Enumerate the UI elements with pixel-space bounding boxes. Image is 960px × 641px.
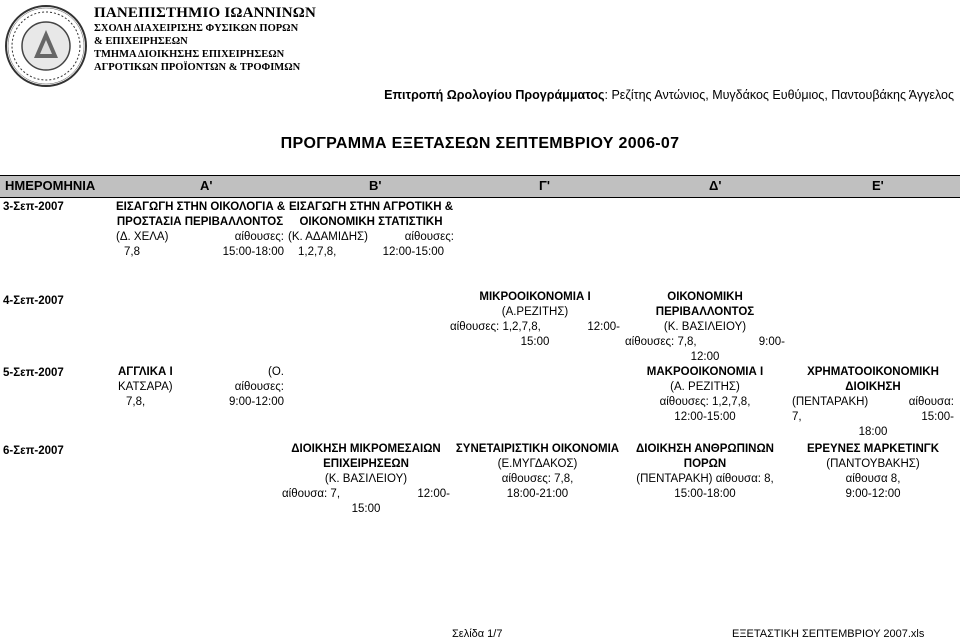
course-title: ΣΥΝΕΤΑΙΡΙΣΤΙΚΗ ΟΙΚΟΝΟΜΙΑ bbox=[455, 443, 620, 455]
time: 9:00-12:00 bbox=[229, 396, 284, 408]
rooms: αίθουσα 8, bbox=[845, 473, 901, 485]
school-line-2: & ΕΠΙΧΕΙΡΗΣΕΩΝ bbox=[94, 36, 188, 47]
time-start: 9:00- bbox=[758, 336, 785, 348]
rooms-label: αίθουσες: bbox=[234, 381, 284, 393]
rooms-label: αίθουσες: bbox=[234, 231, 284, 243]
column-header-b: Β' bbox=[369, 178, 382, 193]
course-title: ΔΙΟΙΚΗΣΗ ΜΙΚΡΟΜΕΣΑΙΩΝ bbox=[291, 443, 441, 455]
committee-members: : Ρεζίτης Αντώνιος, Μυγδάκος Ευθύμιος, Παντουβάκης Άγγελος bbox=[604, 88, 954, 102]
exam-d5-d bbox=[625, 365, 785, 425]
course-title: ΟΙΚΟΝΟΜΙΚΗ ΣΤΑΤΙΣΤΙΚΗ bbox=[299, 216, 443, 228]
rooms: 7,8 bbox=[124, 246, 140, 258]
rooms: 1,2,7,8, bbox=[298, 246, 337, 258]
committee-label: Επιτροπή Ωρολογίου Προγράμματος bbox=[384, 88, 605, 102]
time: 15:00-18:00 bbox=[222, 246, 284, 258]
column-header-e: Ε' bbox=[872, 178, 884, 193]
university-heading bbox=[94, 5, 316, 74]
course-title: ΠΟΡΩΝ bbox=[683, 458, 727, 470]
exam-d5-a bbox=[118, 365, 284, 410]
time: 9:00-12:00 bbox=[845, 488, 901, 500]
university-seal-icon bbox=[4, 4, 88, 88]
date-5-sep: 5-Σεπ-2007 bbox=[3, 367, 64, 379]
header-bottom-rule bbox=[0, 197, 960, 198]
time: 12:00-15:00 bbox=[382, 246, 444, 258]
course-title: ΔΙΟΙΚΗΣΗ bbox=[845, 381, 901, 393]
page-number: Σελίδα 1/7 bbox=[452, 628, 503, 640]
rooms-label: αίθουσα: bbox=[908, 396, 954, 408]
department-line-2: ΑΓΡΟΤΙΚΩΝ ΠΡΟΪΟΝΤΩΝ & ΤΡΟΦΙΜΩΝ bbox=[94, 62, 301, 73]
course-title: ΠΡΟΣΤΑΣΙΑ ΠΕΡΙΒΑΛΛΟΝΤΟΣ bbox=[116, 216, 284, 228]
instructor: (Κ. ΑΔΑΜΙΔΗΣ) bbox=[288, 231, 368, 243]
rooms-label: αίθουσες: bbox=[404, 231, 454, 243]
rooms: 7,8, bbox=[126, 396, 146, 408]
exam-d3-a bbox=[116, 200, 284, 260]
course-title: ΜΙΚΡΟΟΙΚΟΝΟΜΙΑ Ι bbox=[479, 291, 591, 303]
instructor: (Ο. bbox=[268, 366, 284, 378]
instructor-rooms: (ΠΕΝΤΑΡΑΚΗ) αίθουσα: 8, bbox=[636, 473, 774, 485]
school-line-1: ΣΧΟΛΗ ΔΙΑΧΕΙΡΙΣΗΣ ΦΥΣΙΚΩΝ ΠΟΡΩΝ bbox=[94, 23, 299, 34]
table-header-row bbox=[0, 175, 960, 197]
date-6-sep: 6-Σεπ-2007 bbox=[3, 445, 64, 457]
exam-d6-d bbox=[625, 442, 785, 502]
time-end: 15:00 bbox=[351, 503, 381, 515]
time-end: 18:00 bbox=[858, 426, 888, 438]
university-name: ΠΑΝΕΠΙΣΤΗΜΙΟ ΙΩΑΝΝΙΝΩΝ bbox=[94, 5, 316, 21]
column-header-a: Α' bbox=[200, 178, 213, 193]
course-title: ΠΕΡΙΒΑΛΛΟΝΤΟΣ bbox=[655, 306, 755, 318]
rooms: 7, bbox=[792, 411, 802, 423]
exam-d6-e bbox=[792, 442, 954, 502]
course-title: ΧΡΗΜΑΤΟΟΙΚΟΝΟΜΙΚΗ bbox=[807, 366, 939, 378]
committee-line bbox=[384, 88, 954, 102]
time: 15:00-18:00 bbox=[674, 488, 736, 500]
time: 18:00-21:00 bbox=[506, 488, 569, 500]
rooms: αίθουσες: 7,8, bbox=[501, 473, 574, 485]
course-title: ΟΙΚΟΝΟΜΙΚΗ bbox=[667, 291, 743, 303]
instructor: ΚΑΤΣΑΡΑ) bbox=[118, 381, 173, 393]
instructor: (Κ. ΒΑΣΙΛΕΙΟΥ) bbox=[663, 321, 747, 333]
rooms: αίθουσα: 7, bbox=[282, 488, 341, 500]
exam-d5-e bbox=[792, 365, 954, 440]
exam-d6-c bbox=[455, 442, 620, 502]
time-end: 12:00 bbox=[690, 351, 720, 363]
course-title: ΕΙΣΑΓΩΓΗ ΣΤΗΝ ΑΓΡΟΤΙΚΗ & bbox=[288, 201, 454, 213]
course-title: ΕΠΙΧΕΙΡΗΣΕΩΝ bbox=[323, 458, 409, 470]
time-start: 15:00- bbox=[921, 411, 954, 423]
course-title: ΔΙΟΙΚΗΣΗ ΑΝΘΡΩΠΙΝΩΝ bbox=[636, 443, 774, 455]
exam-d4-c bbox=[450, 290, 620, 350]
instructor: (Α.ΡΕΖΙΤΗΣ) bbox=[501, 306, 569, 318]
column-header-date: ΗΜΕΡΟΜΗΝΙΑ bbox=[5, 178, 96, 193]
course-title: ΕΡΕΥΝΕΣ ΜΑΡΚΕΤΙΝΓΚ bbox=[806, 443, 940, 455]
instructor: (Α. ΡΕΖΙΤΗΣ) bbox=[670, 381, 740, 393]
time-start: 12:00- bbox=[417, 488, 450, 500]
exam-d4-d bbox=[625, 290, 785, 365]
rooms: αίθουσες: 7,8, bbox=[625, 336, 697, 348]
course-title: ΑΓΓΛΙΚΑ Ι bbox=[118, 366, 173, 378]
file-name: ΕΞΕΤΑΣΤΙΚΗ ΣΕΠΤΕΜΒΡΙΟΥ 2007.xls bbox=[732, 628, 925, 640]
rooms: αίθουσες: 1,2,7,8, bbox=[450, 321, 541, 333]
instructor: (ΠΕΝΤΑΡΑΚΗ) bbox=[792, 396, 869, 408]
column-header-c: Γ' bbox=[539, 178, 550, 193]
rooms: αίθουσες: 1,2,7,8, bbox=[659, 396, 751, 408]
header-top-rule bbox=[0, 175, 960, 176]
date-3-sep: 3-Σεπ-2007 bbox=[3, 201, 64, 213]
course-title: ΜΑΚΡΟΟΙΚΟΝΟΜΙΑ Ι bbox=[646, 366, 764, 378]
instructor: (Κ. ΒΑΣΙΛΕΙΟΥ) bbox=[324, 473, 408, 485]
time: 12:00-15:00 bbox=[674, 411, 736, 423]
column-header-d: Δ' bbox=[709, 178, 722, 193]
exam-d6-b bbox=[282, 442, 450, 517]
exam-d3-b bbox=[288, 200, 454, 260]
time-start: 12:00- bbox=[587, 321, 620, 333]
time-end: 15:00 bbox=[520, 336, 550, 348]
department-line-1: ΤΜΗΜΑ ΔΙΟΙΚΗΣΗΣ ΕΠΙΧΕΙΡΗΣΕΩΝ bbox=[94, 49, 285, 60]
instructor: (Δ. ΧΕΛΑ) bbox=[116, 231, 169, 243]
instructor: (ΠΑΝΤΟΥΒΑΚΗΣ) bbox=[826, 458, 920, 470]
course-title: ΕΙΣΑΓΩΓΗ ΣΤΗΝ ΟΙΚΟΛΟΓΙΑ & bbox=[116, 201, 286, 213]
date-4-sep: 4-Σεπ-2007 bbox=[3, 295, 64, 307]
instructor: (Ε.ΜΥΓΔΑΚΟΣ) bbox=[497, 458, 578, 470]
page-title: ΠΡΟΓΡΑΜΜΑ ΕΞΕΤΑΣΕΩΝ ΣΕΠΤΕΜΒΡΙΟΥ 2006-07 bbox=[280, 135, 680, 152]
